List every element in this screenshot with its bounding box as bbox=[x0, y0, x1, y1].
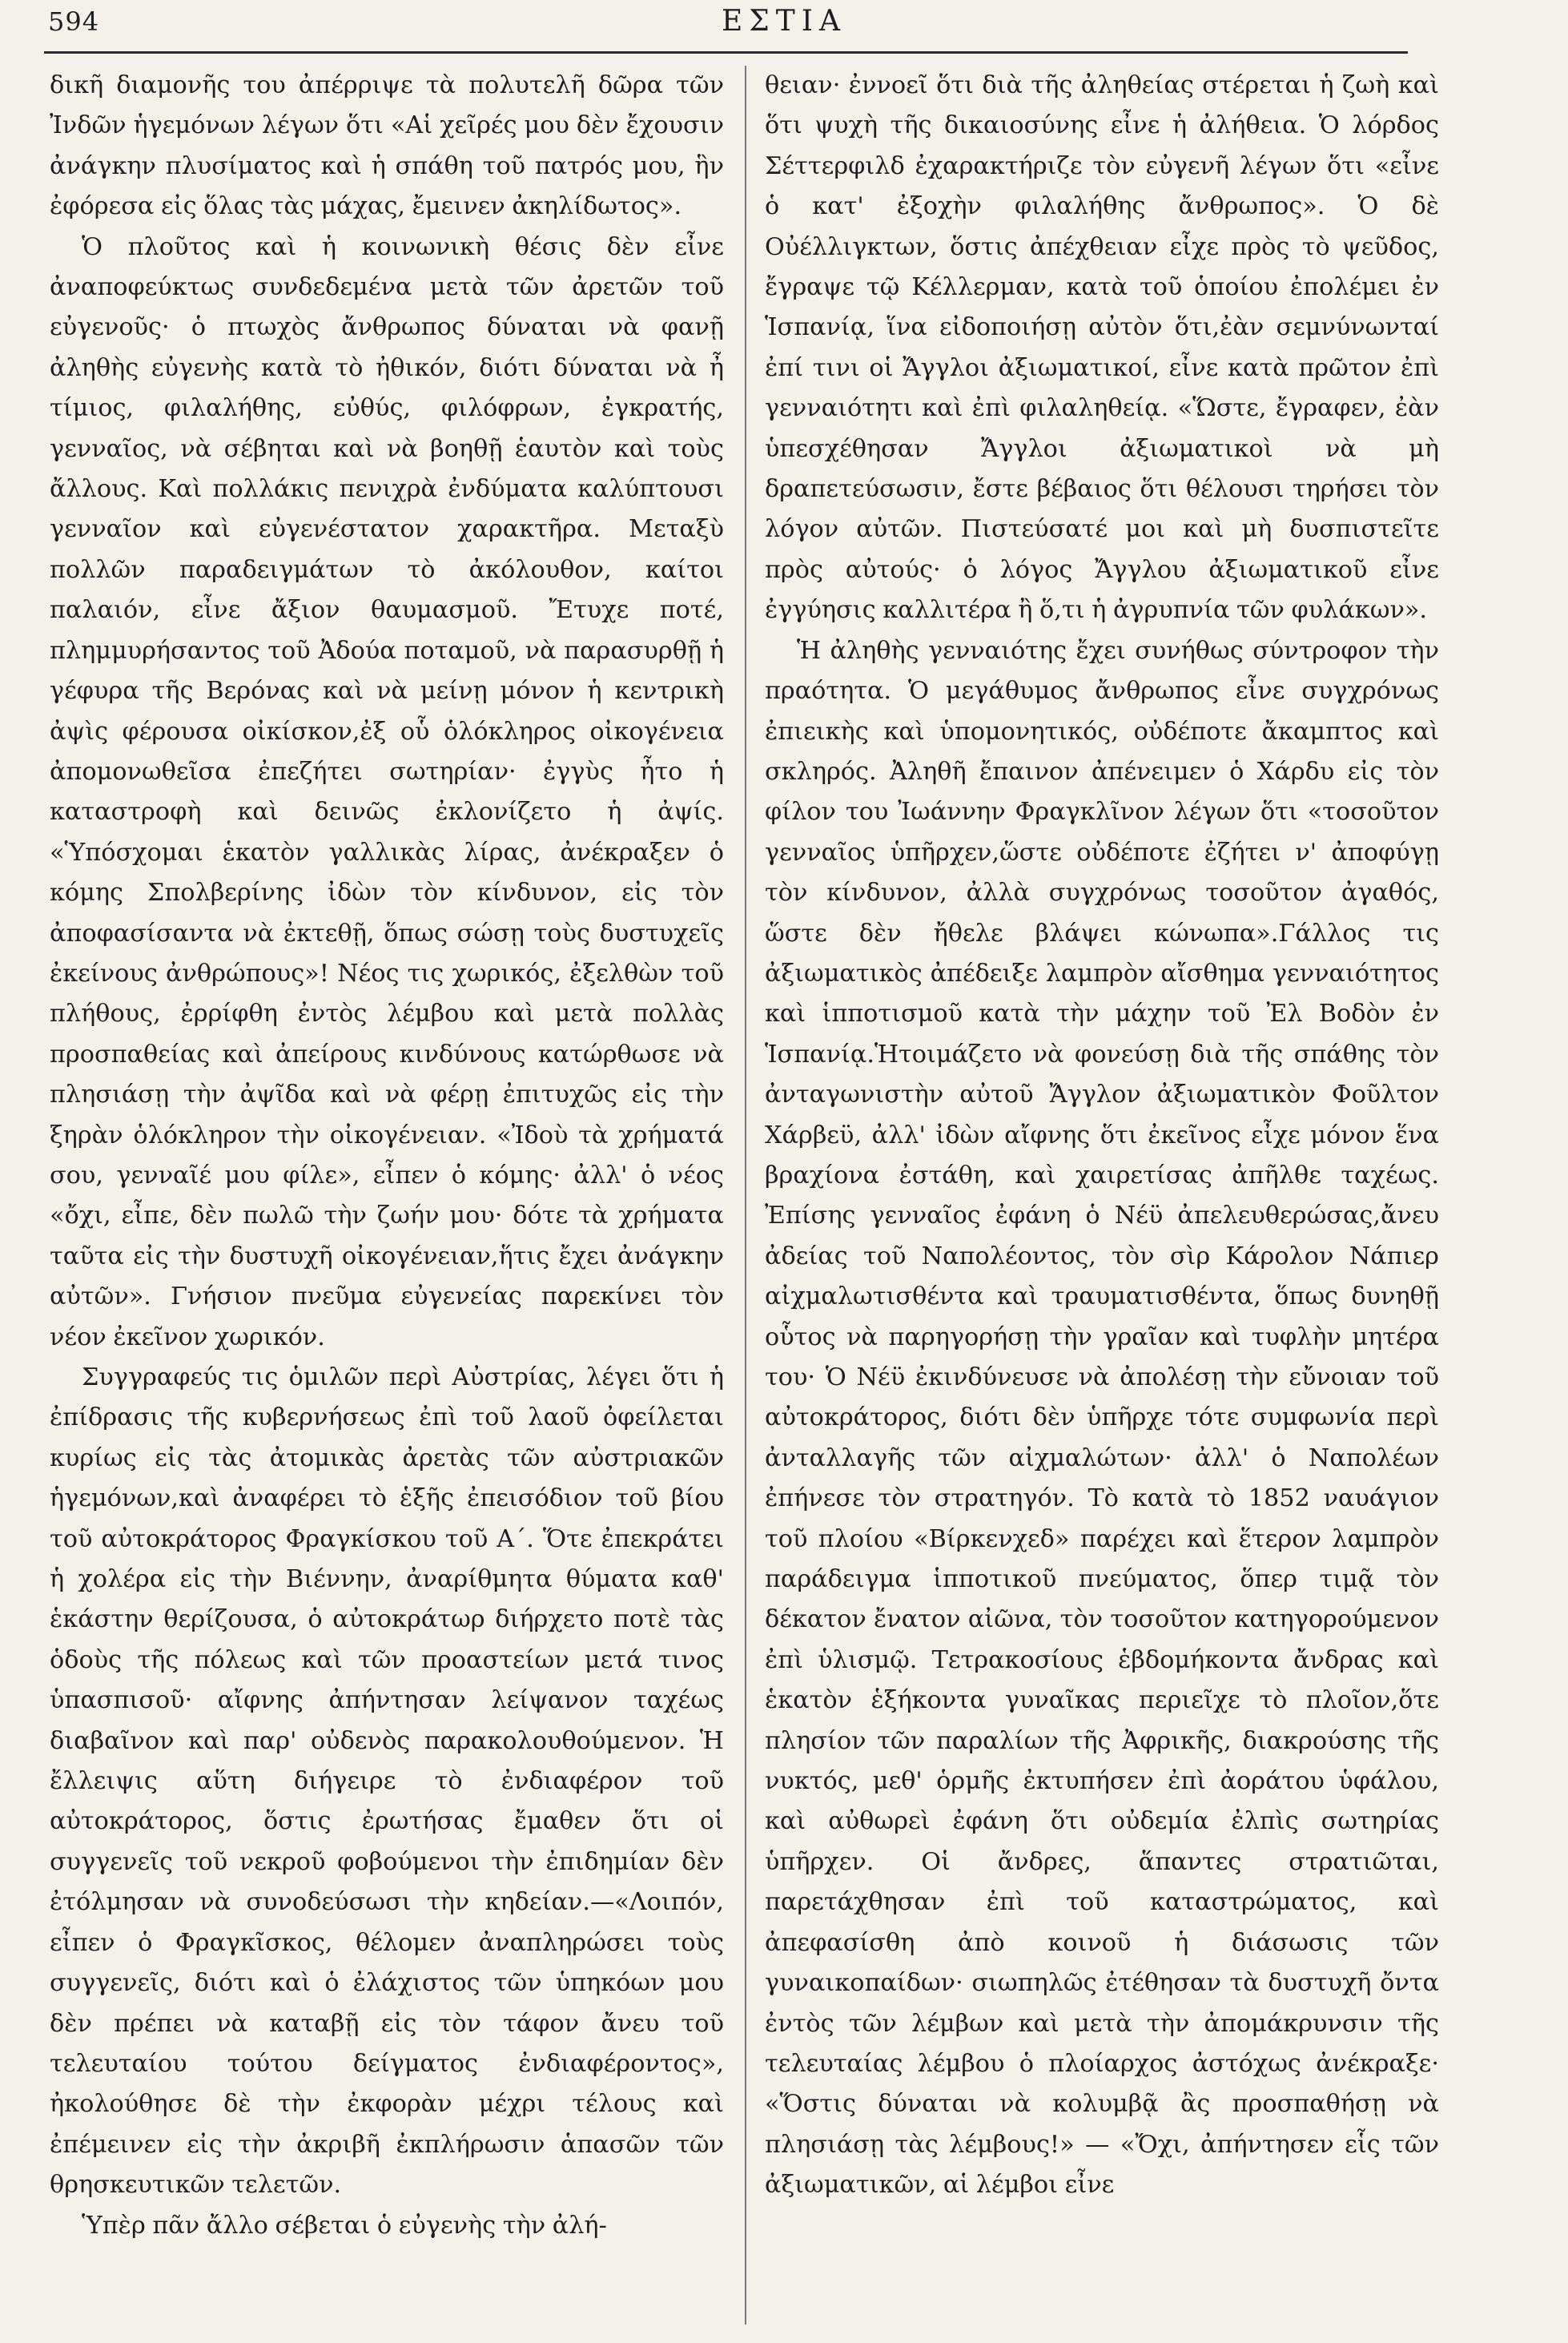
running-title: ΕΣΤΙΑ bbox=[722, 5, 846, 38]
page-header bbox=[48, 0, 1520, 42]
paragraph: Ὁ πλοῦτος καὶ ἡ κοινωνικὴ θέσις δὲν εἶνε ἀναποφεύκτως συνδεδεμένα μετὰ τῶν ἀρετῶν τοῦ εὐγενοῦς· ὁ πτωχὸς ἄνθρωπος δύναται νὰ φανῇ ἀληθὴς εὐγενὴς κατὰ τὸ ἠθικόν, διότι δύναται νὰ ἦ τίμιος, φιλαλήθης, εὐθύς, φιλόφρων, ἐγκρατής, γενναῖος, νὰ σέβηται καὶ νὰ βοηθῇ ἑαυτὸν καὶ τοὺς ἄλλους. Καὶ πολλάκις πενιχρὰ ἐνδύματα καλύπτουσι γενναῖον καὶ εὐγενέστατον χαρακτῆρα. Μεταξὺ πολλῶν παραδειγμάτων τὸ ἀκόλουθον, καίτοι παλαιόν, εἶνε ἄξιον θαυμασμοῦ. Ἔτυχε ποτέ, πλημμυρήσαντος τοῦ Ἀδούα ποταμοῦ, νὰ παρασυρθῇ ἡ γέφυρα τῆς Βερόνας καὶ νὰ μείνῃ μόνον ἡ κεντρικὴ ἀψὶς φέρουσα οἰκίσκον,ἐξ οὗ ὁλόκληρος οἰκογένεια ἀπομονωθεῖσα ἐπεζήτει σωτηρίαν· ἐγγὺς ἦτο ἡ καταστροφὴ καὶ δεινῶς ἐκλονίζετο ἡ ἀψίς. «Ὑπόσχομαι ἑκατὸν γαλλικὰς λίρας, ἀνέκραξεν ὁ κόμης Σπολβερίνης ἰδὼν τὸν κίνδυνον, εἰς τὸν ἀποφασίσαντα νὰ ἐκτεθῇ, ὅπως σώσῃ τοὺς δυστυχεῖς ἐκείνους ἀνθρώπους»! Νέος τις χωρικός, ἐξελθὼν τοῦ πλήθους, ἐρρίφθη ἐντὸς λέμβου καὶ μετὰ πολλὰς προσπαθείας καὶ ἀπείρους κινδύνους κατώρθωσε νὰ πλησιάσῃ τὴν ἀψῖδα καὶ νὰ φέρῃ ἐπιτυχῶς εἰς τὴν ξηρὰν ὁλόκληρον τὴν οἰκογένειαν. «Ἰδοὺ τὰ χρήματά σου, γενναῖέ μου φίλε», εἶπεν ὁ κόμης· ἀλλ' ὁ νέος «ὄχι, εἶπε, δὲν πωλῶ τὴν ζωήν μου· δότε τὰ χρήματα ταῦτα εἰς τὴν δυστυχῆ οἰκογένειαν,ἥτις ἔχει ἀνάγκην αὐτῶν». Γνήσιον πνεῦμα εὐγενείας παρεκίνει τὸν νέον ἐκεῖνον χωρικόν. bbox=[50, 232, 724, 1351]
paragraph: Ἡ ἀληθὴς γενναιότης ἔχει συνήθως σύντροφον τὴν πραότητα. Ὁ μεγάθυμος ἄνθρωπος εἶνε συγχρόνως ἐπιεικὴς καὶ ὑπομονητικός, οὐδέποτε ἄκαμπτος καὶ σκληρός. Ἀληθῆ ἔπαινον ἀπένειμεν ὁ Χάρδυ εἰς τὸν φίλον του Ἰωάννην Φραγκλῖνον λέγων ὅτι «τοσοῦτον γενναῖος ὑπῆρχεν,ὥστε οὐδέποτε ἐζήτει ν' ἀποφύγῃ τὸν κίνδυνον, ἀλλὰ συγχρόνως τοσοῦτον ἀγαθός, ὥστε δὲν ἤθελε βλάψει κώνωπα».Γάλλος τις ἀξιωματικὸς ἀπέδειξε λαμπρὸν αἴσθημα γενναιότητος καὶ ἱπποτισμοῦ κατὰ τὴν μάχην τοῦ Ἐλ Βοδὸν ἐν Ἱσπανίᾳ.Ἡτοιμάζετο νὰ φονεύσῃ διὰ τῆς σπάθης τὸν ἀνταγωνιστὴν αὐτοῦ Ἄγγλον ἀξιωματικὸν Φοῦλτον Χάρβεϋ, ἀλλ' ἰδὼν αἴφνης ὅτι ἐκεῖνος εἶχε μόνον ἕνα βραχίονα ἐστάθη, καὶ χαιρετίσας ἀπῆλθε ταχέως. Ἐπίσης γενναῖος ἐφάνη ὁ Νέϋ ἀπελευθερώσας,ἄνευ ἀδείας τοῦ Ναπολέοντος, τὸν σὶρ Κάρολον Νάπιερ αἰχμαλωτισθέντα καὶ τραυματισθέντα, ὅπως δυνηθῇ οὗτος νὰ παρηγορήσῃ τὴν γραῖαν καὶ τυφλὴν μητέρα του· Ὁ Νέϋ ἐκινδύνευσε νὰ ἀπολέσῃ τὴν εὔνοιαν τοῦ αὐτοκράτορος, διότι δὲν ὑπῆρχε τότε συμφωνία περὶ ἀνταλλαγῆς τῶν αἰχμαλώτων· ἀλλ' ὁ Ναπολέων ἐπήνεσε τὸν στρατηγόν. Τὸ κατὰ τὸ 1852 ναυάγιον τοῦ πλοίου «Βίρκενχεδ» παρέχει καὶ ἕτερον λαμπρὸν παράδειγμα ἱπποτικοῦ πνεύματος, ὅπερ τιμᾷ τὸν δέκατον ἔνατον αἰῶνα, τὸν τοσοῦτον κατηγορούμενον ἐπὶ ὑλισμῷ. Τετρακοσίους ἑβδομήκοντα ἄνδρας καὶ ἑκατὸν ἑξήκοντα γυναῖκας περιεῖχε τὸ πλοῖον,ὅτε πλησίον τῶν παραλίων τῆς Ἀφρικῆς, διακρούσης τῆς νυκτός, μεθ' ὁρμῆς ἐκτυπήσεν ἐπὶ ἀοράτου ὑφάλου, καὶ αὐθωρεὶ ἐφάνη ὅτι οὐδεμία ἐλπὶς σωτηρίας ὑπῆρχεν. Οἱ ἄνδρες, ἅπαντες στρατιῶται, παρετάχθησαν ἐπὶ τοῦ καταστρώματος, καὶ ἀπεφασίσθη ἀπὸ κοινοῦ ἡ διάσωσις τῶν γυναικοπαίδων· σιωπηλῶς ἐτέθησαν τὰ δυστυχῆ ὄντα ἐντὸς τῶν λέμβων καὶ μετὰ τὴν ἀπομάκρυνσιν τῆς τελευταίας λέμβου ὁ πλοίαρχος ἀστόχως ἀνέκραξε· «Ὅστις δύναται νὰ κολυμβᾷ ἂς προσπαθήσῃ νὰ πλησιάσῃ τὰς λέμβους!» — «Ὄχι, ἀπήντησεν εἷς τῶν ἀξιωματικῶν, αἱ λέμβοι εἶνε bbox=[765, 636, 1439, 2200]
page-number: 594 bbox=[48, 6, 100, 37]
paragraph: δικῆ διαμονῆς του ἀπέρριψε τὰ πολυτελῆ δῶρα τῶν Ἰνδῶν ἡγεμόνων λέγων ὅτι «Αἱ χεῖρές μου δὲν ἔχουσιν ἀνάγκην πλυσίματος καὶ ἡ σπάθη τοῦ πατρός μου, ἣν ἐφόρεσα εἰς ὅλας τὰς μάχας, ἔμεινεν ἀκηλίδωτος». bbox=[50, 71, 724, 221]
paragraph: Συγγραφεύς τις ὁμιλῶν περὶ Αὐστρίας, λέγει ὅτι ἡ ἐπίδρασις τῆς κυβερνήσεως ἐπὶ τοῦ λαοῦ ὀφείλεται κυρίως εἰς τὰς ἀτομικὰς ἀρετὰς τῶν αὐστριακῶν ἡγεμόνων,καὶ ἀναφέρει τὸ ἑξῆς ἐπεισόδιον τοῦ βίου τοῦ αὐτοκράτορος Φραγκίσκου τοῦ Α΄. Ὅτε ἐπεκράτει ἡ χολέρα εἰς τὴν Βιέννην, ἀναρίθμητα θύματα καθ' ἑκάστην θερίζουσα, ὁ αὐτοκράτωρ διήρχετο ποτὲ τὰς ὁδοὺς τῆς πόλεως καὶ τῶν προαστείων μετά τινος ὑπασπισοῦ· αἴφνης ἀπήντησαν λείψανον ταχέως διαβαῖνον καὶ παρ' οὐδενὸς παρακολουθούμενον. Ἡ ἔλλειψις αὕτη διήγειρε τὸ ἐνδιαφέρον τοῦ αὐτοκράτορος, ὅστις ἐρωτήσας ἔμαθεν ὅτι οἱ συγγενεῖς τοῦ νεκροῦ φοβούμενοι τὴν ἐπιδημίαν δὲν ἐτόλμησαν νὰ συνοδεύσωσι τὴν κηδείαν.—«Λοιπόν, εἶπεν ὁ Φραγκῖσκος, θέλομεν ἀναπληρώσει τοὺς συγγενεῖς, διότι καὶ ὁ ἐλάχιστος τῶν ὑπηκόων μου δὲν πρέπει νὰ καταβῇ εἰς τὸν τάφον ἄνευ τοῦ τελευταίου τούτου δείγματος ἐνδιαφέροντος», ἠκολούθησε δὲ τὴν ἐκφορὰν μέχρι τέλους καὶ ἐπέμεινεν εἰς τὴν ἀκριβῆ ἐκπλήρωσιν ἁπασῶν τῶν θρησκευτικῶν τελετῶν. bbox=[50, 1363, 724, 2200]
paragraph: θειαν· ἐννοεῖ ὅτι διὰ τῆς ἀληθείας στέρεται ἡ ζωὴ καὶ ὅτι ψυχὴ τῆς δικαιοσύνης εἶνε ἡ ἀλήθεια. Ὁ λόρδος Σέττερφιλδ ἐχαρακτήριζε τὸν εὐγενῆ λέγων ὅτι «εἶνε ὁ κατ' ἐξοχὴν φιλαλήθης ἄνθρωπος». Ὁ δὲ Οὐέλλιγκτων, ὅστις ἀπέχθειαν εἶχε πρὸς τὸ ψεῦδος, ἔγραψε τῷ Κέλλερμαν, κατὰ τοῦ ὁποίου ἐπολέμει ἐν Ἱσπανίᾳ, ἵνα εἰδοποιήσῃ αὐτὸν ὅτι,ἐὰν σεμνύνωνταί ἐπί τινι οἱ Ἄγγλοι ἀξιωματικοί, εἶνε κατὰ πρῶτον ἐπὶ γενναιότητι καὶ ἐπὶ φιλαληθείᾳ. «Ὥστε, ἔγραφεν, ἐὰν ὑπεσχέθησαν Ἄγγλοι ἀξιωματικοὶ νὰ μὴ δραπετεύσωσιν, ἔστε βέβαιος ὅτι θέλουσι τηρήσει τὸν λόγον αὐτῶν. Πιστεύσατέ μοι καὶ μὴ δυσπιστεῖτε πρὸς αὐτούς· ὁ λόγος Ἄγγλου ἀξιωματικοῦ εἶνε ἐγγύησις καλλιτέρα ἢ ὅ,τι ἡ ἀγρυπνία τῶν φυλάκων». bbox=[765, 71, 1439, 625]
column-divider bbox=[745, 66, 746, 2325]
left-column bbox=[50, 66, 724, 2246]
header-rule bbox=[44, 51, 1408, 54]
paragraph: Ὑπὲρ πᾶν ἄλλο σέβεται ὁ εὐγενὴς τὴν ἀλή- bbox=[82, 2211, 607, 2240]
right-column bbox=[765, 66, 1439, 2206]
